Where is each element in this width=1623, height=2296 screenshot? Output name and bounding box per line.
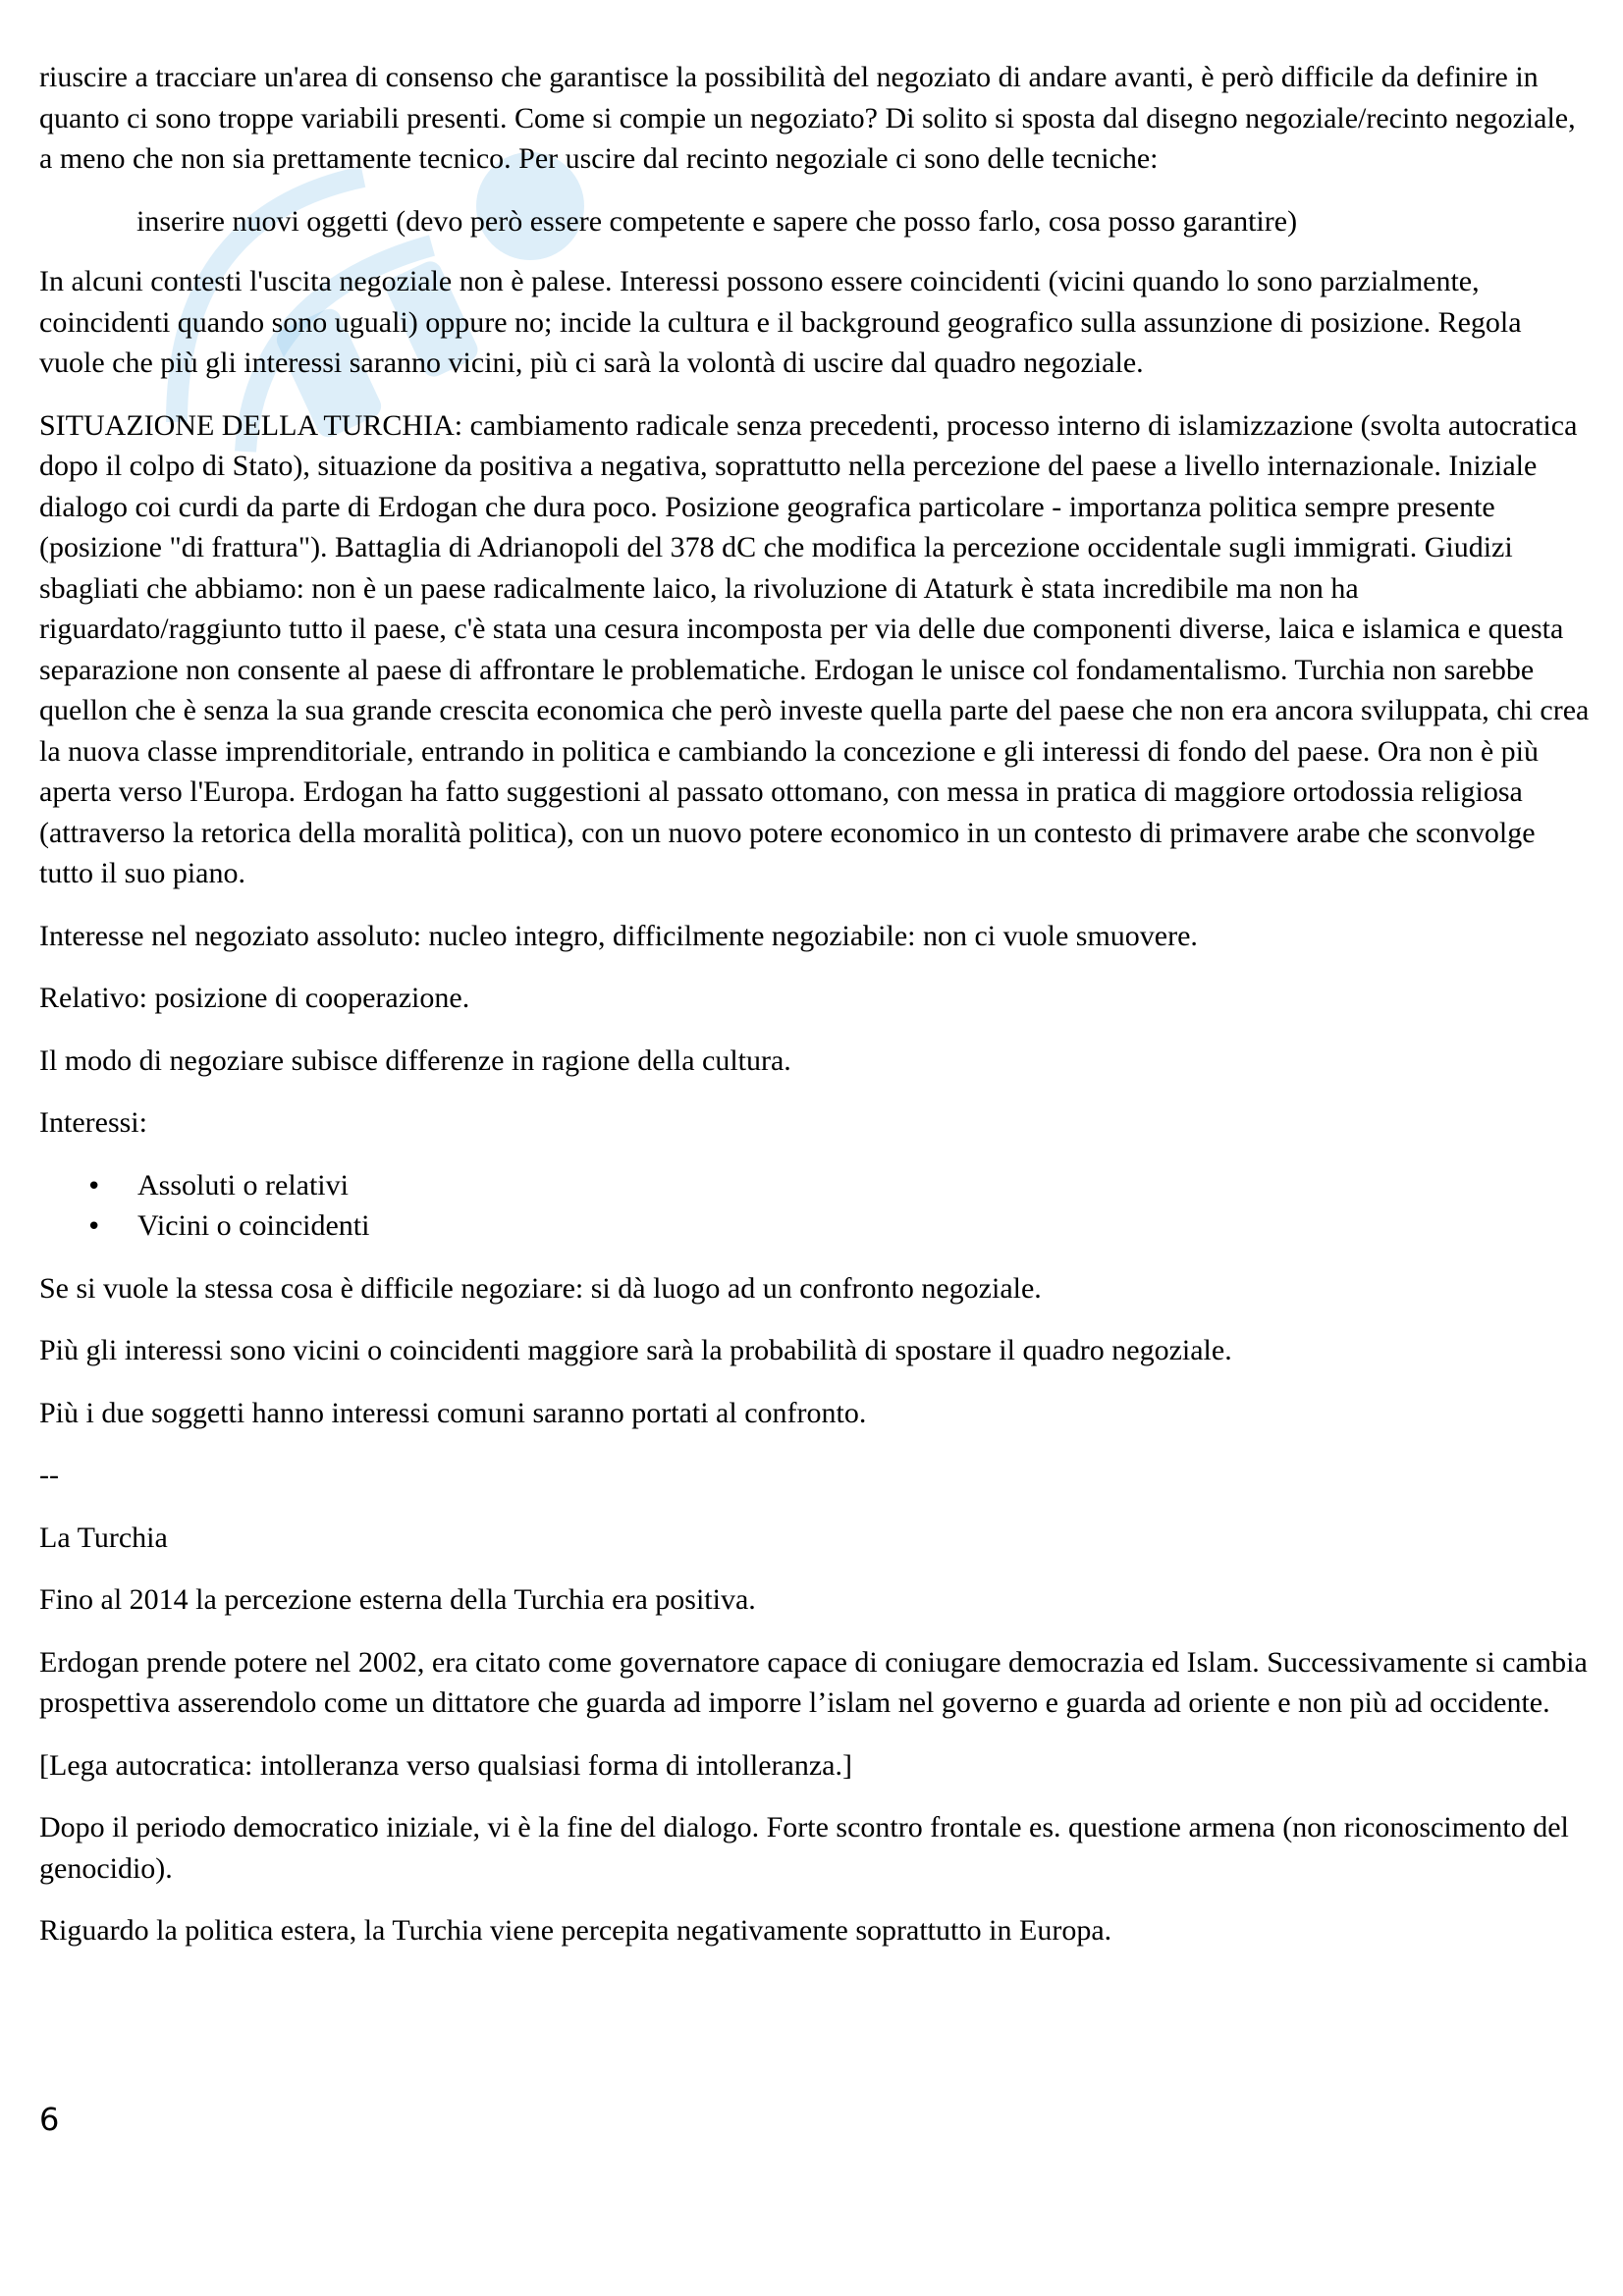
- paragraph: Interesse nel negoziato assoluto: nucleo integro, difficilmente negoziabile: non ci vuole smuovere.: [39, 919, 1198, 952]
- list-item-text: inserire nuovi oggetti (devo però essere competente e sapere che posso farlo, cosa posso garantire): [136, 204, 1298, 238]
- paragraph: [Lega autocratica: intolleranza verso qualsiasi forma di intolleranza.]: [39, 1748, 852, 1782]
- paragraph: Il modo di negoziare subisce differenze in ragione della cultura.: [39, 1043, 791, 1077]
- paragraph: Interessi:: [39, 1106, 147, 1139]
- paragraph: Più i due soggetti hanno interessi comuni saranno portati al confronto.: [39, 1396, 867, 1429]
- paragraph: In alcuni contesti l'uscita negoziale non è palese. Interessi possono essere coincidenti (vicini quando lo sono parzialmente, coincidenti quando sono uguali) oppure no; incide la cultura e il background geografico sulla assunzione di posizione. Regola vuole che più gli interessi saranno vicini, più ci sarà la volontà di uscire dal quadro negoziale.: [39, 265, 1522, 379]
- paragraph: Riguardo la politica estera, la Turchia viene percepita negativamente soprattutto in Europa.: [39, 1914, 1112, 1947]
- bullet-icon: •: [86, 1212, 102, 1242]
- paragraph: Fino al 2014 la percezione esterna della Turchia era positiva.: [39, 1583, 756, 1616]
- list-item: [39, 1205, 1591, 1247]
- paragraph: riuscire a tracciare un'area di consenso che garantisce la possibilità del negoziato di andare avanti, è però difficile da definire in quanto ci sono troppe variabili presenti. Come si compie un negoziato? Di solito si sposta dal disegno negoziale/recinto negoziale, a meno che non sia prettamente tecnico. Per uscire dal recinto negoziale ci sono delle tecniche:: [39, 61, 1576, 175]
- page-number: 6: [39, 2101, 60, 2138]
- section-heading: La Turchia: [39, 1521, 168, 1554]
- list-item-text: Vicini o coincidenti: [137, 1209, 370, 1242]
- paragraph: SITUAZIONE DELLA TURCHIA: cambiamento radicale senza precedenti, processo interno di islamizzazione (svolta autocratica dopo il colpo di Stato), situazione da positiva a negativa, soprattutto nella percezione del paese a livello internazionale. Iniziale dialogo coi curdi da parte di Erdogan che dura poco. Posizione geografica particolare - importanza politica sempre presente (posizione "di frattura"). Battaglia di Adrianopoli del 378 dC che modifica la percezione occidentale sugli immigrati. Giudizi sbagliati che abbiamo: non è un paese radicalmente laico, la rivoluzione di Ataturk è stata incredibile ma non ha riguardato/raggiunto tutto il paese, c'è stata una cesura incomposta per via delle due componenti diverse, laica e islamica e questa separazione non consente al paese di affrontare le problematiche. Erdogan le unisce col fondamentalismo. Turchia non sarebbe quellon che è senza la sua grande crescita economica che però investe quella parte del paese che non era ancora sviluppata, chi crea la nuova classe imprenditoriale, entrando in politica e cambiando la concezione e gli interessi di fondo del paese. Ora non è più aperta verso l'Europa. Erdogan ha fatto suggestioni al passato ottomano, con messa in pratica di maggiore ortodossia religiosa (attraverso la retorica della moralità politica), con un nuovo potere economico in un contesto di primavere arabe che sconvolge tutto il suo piano.: [39, 408, 1590, 889]
- bullet-icon: •: [86, 1171, 102, 1201]
- list-item-text: Assoluti o relativi: [137, 1168, 349, 1201]
- paragraph: Relativo: posizione di cooperazione.: [39, 982, 470, 1014]
- document-body: [39, 57, 1591, 1973]
- paragraph: Se si vuole la stessa cosa è difficile negoziare: si dà luogo ad un confronto negoziale.: [39, 1271, 1042, 1305]
- paragraph: Più gli interessi sono vicini o coincidenti maggiore sarà la probabilità di spostare il quadro negoziale.: [39, 1334, 1232, 1366]
- paragraph: Erdogan prende potere nel 2002, era citato come governatore capace di coniugare democrazia ed Islam. Successivamente si cambia prospettiva asserendolo come un dittatore che guarda ad imporre l’islam nel governo e guarda ad oriente e non più ad occidente.: [39, 1645, 1588, 1719]
- bullet-list: [39, 1165, 1591, 1247]
- separator: --: [39, 1459, 59, 1491]
- symbol-list-item: [39, 201, 1591, 242]
- list-item: [39, 1165, 1591, 1206]
- paragraph: Dopo il periodo democratico iniziale, vi è la fine del dialogo. Forte scontro frontale es. questione armena (non riconoscimento del genocidio).: [39, 1811, 1569, 1885]
